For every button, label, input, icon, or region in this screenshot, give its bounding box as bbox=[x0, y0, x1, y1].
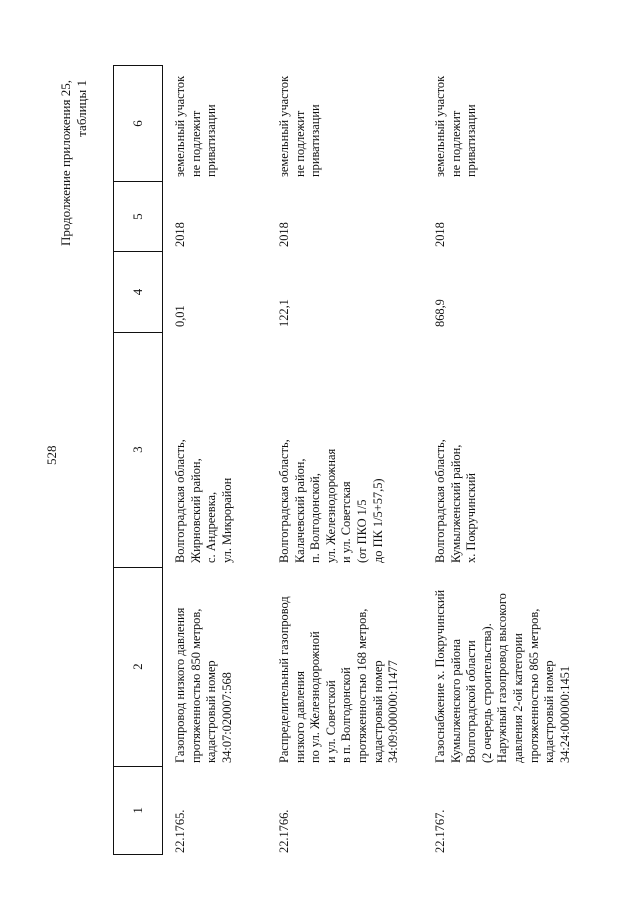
object-name-line: кадастровый номер bbox=[204, 660, 219, 763]
location-line: ул. Железнодорожная bbox=[323, 448, 338, 563]
object-name-line: давления 2-ой категории bbox=[510, 633, 525, 763]
column-header-4: 4 bbox=[114, 251, 162, 331]
continuation-header-line1: Продолжение приложения 25, bbox=[58, 80, 73, 247]
note-line: земельный участок bbox=[277, 75, 291, 177]
note-line: земельный участок bbox=[173, 75, 187, 177]
object-name-line: (2 очередь строительства). bbox=[479, 623, 494, 763]
object-name-line: низкого давления bbox=[292, 671, 307, 763]
location-line: с. Андреевка, bbox=[204, 491, 219, 563]
continuation-header-line2: таблицы 1 bbox=[74, 80, 89, 137]
location-line: Волгоградская область, bbox=[173, 439, 187, 563]
note-line: не подлежит bbox=[188, 110, 203, 177]
year-cell bbox=[173, 181, 269, 251]
value-cell bbox=[173, 251, 269, 331]
location-cell bbox=[173, 331, 269, 567]
row-number-cell bbox=[433, 767, 583, 855]
object-name-line: в п. Волгодонской bbox=[339, 667, 354, 763]
year-cell bbox=[433, 181, 583, 251]
note-line: приватизации bbox=[308, 104, 323, 177]
column-header-1: 1 bbox=[114, 766, 162, 854]
location-cell bbox=[277, 331, 423, 567]
object-name-line: протяженностью 865 метров, bbox=[526, 608, 541, 763]
object-name-line: Наружный газопровод высокого bbox=[495, 593, 510, 763]
year-text: 2018 bbox=[277, 222, 291, 247]
object-name-line: Распределительный газопровод bbox=[277, 596, 291, 763]
value-text: 868,9 bbox=[433, 299, 447, 327]
column-header-2: 2 bbox=[114, 567, 162, 766]
note-line: не подлежит bbox=[292, 110, 307, 177]
value-text: 122,1 bbox=[277, 299, 291, 327]
column-header-6: 6 bbox=[130, 120, 145, 127]
location-cell bbox=[433, 331, 583, 567]
table-row bbox=[163, 65, 269, 855]
page-number: 528 bbox=[44, 445, 59, 465]
object-name-line: Газоснабжение х. Покручинский bbox=[433, 589, 447, 763]
object-name-line: кадастровый номер bbox=[542, 660, 557, 763]
value-text: 0,01 bbox=[173, 305, 187, 327]
location-line: Кумылженский район, bbox=[448, 444, 463, 563]
column-header-3: 3 bbox=[114, 332, 162, 567]
location-line: Волгоградская область, bbox=[433, 439, 447, 563]
row-number-cell bbox=[173, 767, 269, 855]
object-name-line: и ул. Советской bbox=[323, 680, 338, 763]
row-number: 22.1765. bbox=[173, 809, 187, 853]
data-table bbox=[113, 65, 583, 855]
table-row bbox=[423, 65, 583, 855]
object-name-line: 34:09:000000:11477 bbox=[386, 660, 401, 763]
row-number: 22.1766. bbox=[277, 809, 291, 853]
note-line: приватизации bbox=[464, 104, 479, 177]
object-name-cell bbox=[277, 567, 423, 767]
column-header-5: 5 bbox=[114, 181, 162, 251]
location-line: до ПК 1/5+57,5) bbox=[370, 478, 385, 563]
object-name-cell bbox=[433, 567, 583, 767]
location-line: Калачевский район, bbox=[292, 458, 307, 563]
value-cell bbox=[277, 251, 423, 331]
year-text: 2018 bbox=[433, 222, 447, 247]
location-line: ул. Микрорайон bbox=[219, 477, 234, 563]
table-body bbox=[163, 65, 583, 855]
table-header-row bbox=[113, 65, 163, 855]
note-line: приватизации bbox=[204, 104, 219, 177]
object-name-cell bbox=[173, 567, 269, 767]
location-line: Жирновский район, bbox=[188, 458, 203, 563]
object-name-line: Кумылженского района bbox=[448, 638, 463, 763]
note-cell bbox=[433, 65, 583, 181]
object-name-line: протяженностью 850 метров, bbox=[188, 608, 203, 763]
row-number: 22.1767. bbox=[433, 809, 447, 853]
continuation-header bbox=[58, 80, 90, 246]
object-name-line: Волгоградской области bbox=[464, 640, 479, 763]
row-number-cell bbox=[277, 767, 423, 855]
location-line: Волгоградская область, bbox=[277, 439, 291, 563]
object-name-line: протяженностью 168 метров, bbox=[354, 608, 369, 763]
object-name-line: кадастровый номер bbox=[370, 660, 385, 763]
note-cell bbox=[277, 65, 423, 181]
year-text: 2018 bbox=[173, 222, 187, 247]
value-cell bbox=[433, 251, 583, 331]
object-name-line: Газопровод низкого давления bbox=[173, 607, 187, 763]
table-row bbox=[269, 65, 423, 855]
location-line: (от ПКО 1/5 bbox=[354, 499, 369, 563]
location-line: х. Покручинский bbox=[464, 472, 479, 563]
note-cell bbox=[173, 65, 269, 181]
object-name-line: 34:07:020007:568 bbox=[219, 672, 234, 763]
location-line: и ул. Советская bbox=[339, 481, 354, 563]
note-line: земельный участок bbox=[433, 75, 447, 177]
location-line: п. Волгодонской, bbox=[308, 473, 323, 563]
object-name-line: по ул. Железнодорожной bbox=[308, 631, 323, 763]
year-cell bbox=[277, 181, 423, 251]
object-name-line: 34:24:000000:1451 bbox=[557, 665, 572, 763]
note-line: не подлежит bbox=[448, 110, 463, 177]
